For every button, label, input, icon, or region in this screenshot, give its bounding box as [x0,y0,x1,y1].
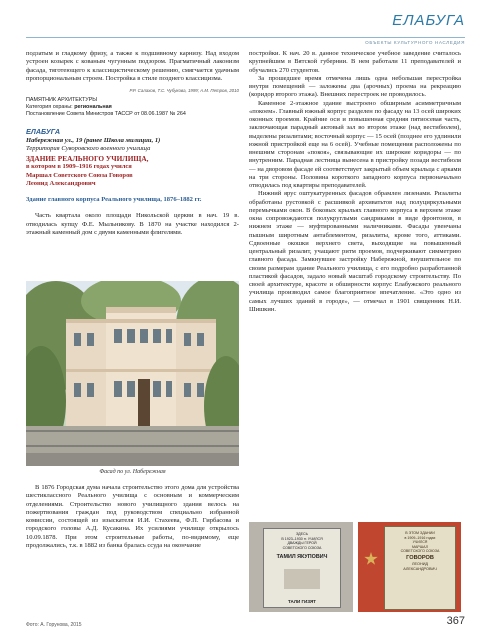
protection-category [26,104,239,111]
plaque1-footer: ТАЛИ ГИЗЯТ [288,599,316,604]
object-detail-2: Маршал Советского Союза Говоров [26,171,133,179]
star-emblem-icon [364,552,378,566]
plaque1-line3: ДВАЖДЫ ГЕРОЙ [287,541,317,546]
object-detail-1: в котором в 1909–1916 годах учился [26,163,132,171]
address: Набережная ул., 19 (ранее Школа милиции, 1) [26,136,161,144]
plaque1-line1: ЗДЕСЬ [296,532,308,536]
protection-label: Категория охраны: [26,104,75,111]
right-paragraph-3: Каменное 2-этажное здание выстроено обширным асимметричным «покоем». Главный южный корпус разделен по фасаду на 13 осей широких оконных проемов. Крайние оси и повышенная средняя пятиосевая часть, заключающая парадный актовый зал во втором этаже (над вестибюлем), выделены ризалитами; восточный корпус — 15 осей (позднее его удлинили южной пристройкой еще на 6 осей). Учебные помещения расположены по внешним сторонам «покоя», связывающие их широкие коридоры — по внутренним. Парадная лестница вынесена в пристройку позади вестибюля — на дворовом фасаде ей соответствует закрытый объем крыльца с арками на три стороны. Половина короткого западного корпуса первоначально отводилась под квартиры преподавателей. [249,99,461,189]
right-paragraph-4: Нижний ярус оштукатуренных фасадов обрамлен лизенами. Ризалиты обработаны рустовкой с расшивкой архиватьтов над полуциркульными перемычками окон. В боковых крыльях главного корпуса в верхнем этаже окна сопровождаются полукруглыми сандриками в виде фронтонов, в нижнем этаже — муфтированными наличниками. Фасады увенчаны пышным широтным антаблементом, ризалиты, кроме того, аттиками. Сдвоенные окошки верхнего света, выходящие на повышенный центральный ризалит, учащают ритм проемов, подчеркивают симметрию главного фасада. Замкнувшее застройку Набережной, внушительное по своим размерам здание Реального училища, с его подробно разработанной пластикой фасадов, задало новый масштаб городскому строительству. По своей архитектуре, красоте и обширности корпус Елабужского реального училища производил самое благоприятное впечатление. «Это одно из самых лучших зданий в городе», — отмечал в 1901 священник Н.И. Шишкин. [249,190,461,313]
section-title: ЕЛАБУГА [392,12,465,29]
left-paragraph-1: Часть квартала около площади Никольской церкви в нач. 19 в. отводилась купцу Ф.Е. Мыльникову. В 1870 на участке находился 2-этажный каменный дом с двумя каменными флигелями. [26,212,239,236]
plaque2-line3: УЧИЛСЯ [412,540,428,545]
plaque2-line1: В ЭТОМ ЗДАНИИ [405,531,435,535]
plaque2-line5: СОВЕТСКОГО СОЮЗА [400,549,440,554]
memorial-plaque-2 [384,526,456,610]
plaque2-name: ГОВОРОВ [406,554,434,561]
building-photo [26,281,239,466]
territory: Территория Суворовского военного училища [26,144,151,152]
main-building-heading: Здание главного корпуса Реального училища, 1876–1882 гг. [26,196,202,203]
plaque-photo-1 [249,522,353,612]
plaque2-line4: МАРШАЛ [412,544,428,549]
object-detail-3: Леонид Александрович [26,179,96,187]
memorial-plaque-1 [263,528,341,608]
source-note: Р.Р. Салахов, Т.С. Чубукова, 1999; А.М. Петров, 2010 [129,88,239,93]
plaque2-line7: АЛЕКСАНДРОВИЧ [403,566,437,571]
left-intro-paragraph: подзатым и гладкому фризу, а также к подшивному карнизу. Над входом устроен козырек с кованым чугунным подзором. Прагматичный лаконизм фасада, тяготеющего к классицистическому решению, смягчается удачным пропорциональным строем. Постройка в стиле позднего классицизма. [26,50,239,82]
section-subtitle: ОБЪЕКТЫ КУЛЬТУРНОГО НАСЛЕДИЯ [365,40,465,45]
plaque1-portrait [284,569,320,589]
right-column [249,50,461,314]
right-paragraph-1: постройки. К нач. 20 в. данное техническое учебное заведение считалось крупнейшим в Вятской губернии. В нем работали 11 преподавателей и обучались 270 студентов. [249,50,461,74]
left-column [26,50,239,237]
photo-caption: Фасад по ул. Набережная [99,469,166,475]
object-title: ЗДАНИЕ РЕАЛЬНОГО УЧИЛИЩА, [26,154,149,163]
left-paragraph-2: В 1876 Городская дума начала строительство этого дома для устройства шестиклассного Реального училища с основным и коммерческим отделениями. Строительство нового училищного здания велось на пожертвования граждан под руководством специально избранной комиссии, состоящей из изыскателя И.И. Стахеева, Ф.П. Гирбасова и городского головы А.Д. Кусакина. Их усилиями училище открылось 10.09.1878. При этом строительные работы, по-видимому, еще продолжались, т.к. в 1882 из банка бралась ссуда на окончание [26,484,239,549]
city-heading: ЕЛАБУГА [26,127,61,137]
left-column-bottom [26,484,239,550]
building-photo-image [26,281,239,466]
header-divider [26,37,465,38]
plaque1-line2: В 1923–1930 гг. УЧИЛСЯ [281,536,323,541]
page-number: 367 [446,615,465,627]
right-paragraph-2: За прошедшее время отмечена лишь одна небольшая перестройка внутри помещений — заложены два (арочных) проема на рекреацию (коридор второго этажа). Внешних перестроек не проводилось. [249,74,461,99]
plaque2-line6: ЛЕОНИД [411,561,429,566]
decree: Постановление Совета Министров ТАССР от 08.06.1987 № 264 [26,111,186,118]
protection-value: региональная [74,104,112,111]
plaque-photo-2 [358,522,461,612]
plaque1-line4: СОВЕТСКОГО СОЮЗА [282,545,322,550]
plaque2-line2: в 1909–1916 годах [404,535,436,540]
photo-credit: Фото: А. Горунова, 2015 [26,622,82,628]
monument-info [26,97,239,118]
monument-type: ПАМЯТНИК АРХИТЕКТУРЫ [26,97,98,104]
plaque1-name: ТАМИЛ ЯКУПОВИЧ [276,554,328,561]
